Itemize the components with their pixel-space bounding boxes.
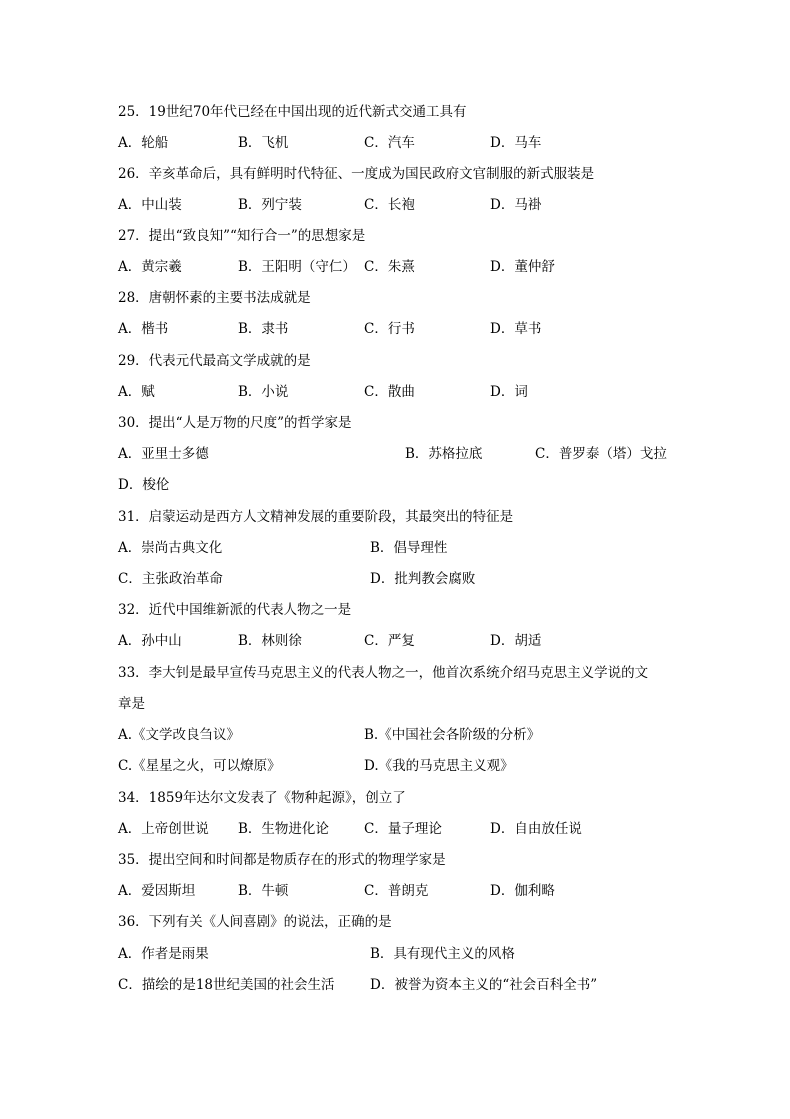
option-c: C．严复	[364, 633, 415, 649]
option-a: A．轮船	[118, 135, 169, 151]
option-d: D．马褂	[490, 197, 542, 213]
option-c: C．主张政治革命	[118, 571, 223, 587]
option-b: B．飞机	[238, 135, 289, 151]
question-30-stem: 30．提出“人是万物的尺度”的哲学家是	[118, 415, 352, 431]
option-d: D．董仲舒	[490, 259, 555, 275]
option-a: A．黄宗羲	[118, 259, 182, 275]
question-34-stem: 34．1859年达尔文发表了《物种起源》，创立了	[118, 790, 406, 806]
option-b: B．林则徐	[238, 633, 302, 649]
option-d: D．梭伦	[118, 477, 170, 493]
question-36-stem: 36．下列有关《人间喜剧》的说法，正确的是	[118, 914, 392, 930]
question-33-stem: 33．李大钊是最早宣传马克思主义的代表人物之一，他首次系统介绍马克思主义学说的文	[118, 665, 649, 681]
question-26-stem: 26．辛亥革命后，具有鲜明时代特征、一度成为国民政府文官制服的新式服装是	[118, 166, 595, 182]
option-d: D．被誉为资本主义的“社会百科全书”	[370, 977, 598, 993]
option-c: C．散曲	[364, 384, 415, 400]
option-b: B．具有现代主义的风格	[370, 946, 515, 962]
option-b: B.《中国社会各阶级的分析》	[364, 727, 541, 743]
option-c: C．量子理论	[364, 821, 442, 837]
option-c: C．普朗克	[364, 883, 429, 899]
option-a: A．崇尚古典文化	[118, 540, 223, 556]
option-c: C．朱熹	[364, 259, 415, 275]
option-b: B．隶书	[238, 321, 289, 337]
option-d: D．马车	[490, 135, 542, 151]
option-d: D．伽利略	[490, 883, 555, 899]
option-c: C．长袍	[364, 197, 415, 213]
question-25-stem: 25．19世纪70年代已经在中国出现的近代新式交通工具有	[118, 104, 467, 120]
option-c: C．普罗泰（塔）戈拉	[535, 446, 667, 462]
option-a: A．中山装	[118, 197, 182, 213]
option-b: B．王阳明（守仁）	[238, 259, 356, 275]
option-a: A．作者是雨果	[118, 946, 209, 962]
question-32-stem: 32．近代中国维新派的代表人物之一是	[118, 602, 352, 618]
option-c: C.《星星之火，可以燎原》	[118, 758, 281, 774]
option-d: D．自由放任说	[490, 821, 582, 837]
option-b: B．牛顿	[238, 883, 289, 899]
option-a: A．爱因斯坦	[118, 883, 196, 899]
option-b: B．生物进化论	[238, 821, 329, 837]
option-a: A．楷书	[118, 321, 169, 337]
option-a: A.《文学改良刍议》	[118, 727, 241, 743]
option-d: D．草书	[490, 321, 542, 337]
question-29-stem: 29．代表元代最高文学成就的是	[118, 353, 311, 369]
question-33-stem-cont: 章是	[118, 696, 145, 712]
option-b: B．苏格拉底	[405, 446, 483, 462]
option-a: A．孙中山	[118, 633, 182, 649]
question-27-stem: 27．提出“致良知”“知行合一”的思想家是	[118, 228, 366, 244]
option-d: D．胡适	[490, 633, 542, 649]
question-28-stem: 28．唐朝怀素的主要书法成就是	[118, 290, 311, 306]
option-a: A．赋	[118, 384, 155, 400]
option-a: A．亚里士多德	[118, 446, 209, 462]
question-35-stem: 35．提出空间和时间都是物质存在的形式的物理学家是	[118, 852, 446, 868]
option-b: B．倡导理性	[370, 540, 448, 556]
option-d: D．词	[490, 384, 528, 400]
option-c: C．描绘的是18世纪美国的社会生活	[118, 977, 335, 993]
option-d: D．批判教会腐败	[370, 571, 476, 587]
option-c: C．行书	[364, 321, 415, 337]
option-b: B．小说	[238, 384, 289, 400]
question-31-stem: 31．启蒙运动是西方人文精神发展的重要阶段，其最突出的特征是	[118, 509, 514, 525]
option-b: B．列宁装	[238, 197, 302, 213]
option-c: C．汽车	[364, 135, 415, 151]
option-a: A．上帝创世说	[118, 821, 209, 837]
option-d: D.《我的马克思主义观》	[364, 758, 514, 774]
